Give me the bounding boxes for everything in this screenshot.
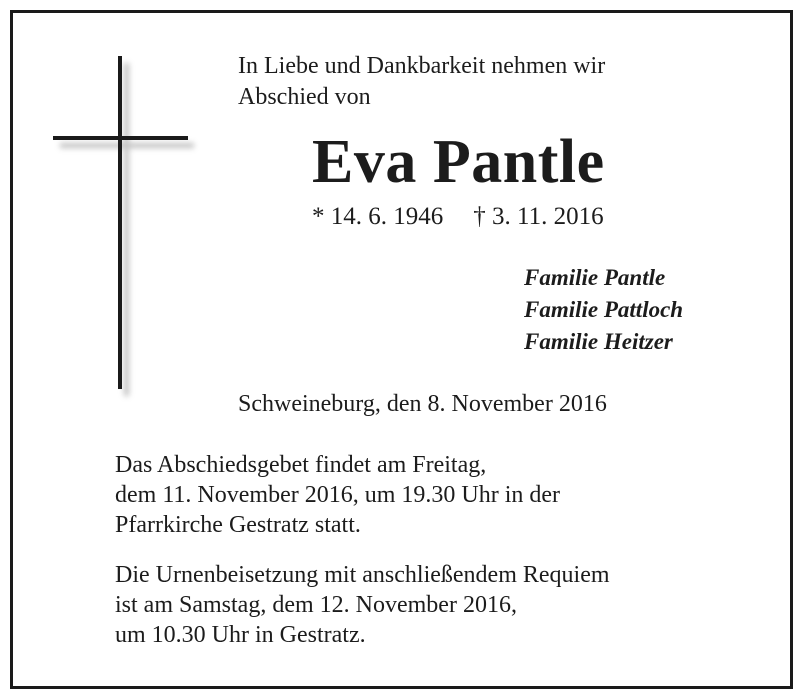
notice-line: ist am Samstag, dem 12. November 2016,	[115, 592, 517, 618]
notice-line: Die Urnenbeisetzung mit anschließendem Requiem	[115, 562, 610, 588]
notice-line: Das Abschiedsgebet findet am Freitag,	[115, 452, 487, 478]
intro-line: In Liebe und Dankbarkeit nehmen wir	[238, 53, 606, 79]
death-date: † 3. 11. 2016	[473, 203, 604, 230]
mourning-families	[524, 262, 683, 358]
prayer-notice	[115, 450, 560, 540]
life-dates	[312, 202, 604, 232]
deceased-name: Eva Pantle	[312, 128, 605, 196]
notice-line: dem 11. November 2016, um 19.30 Uhr in der	[115, 482, 561, 508]
birth-date: * 14. 6. 1946	[312, 203, 444, 230]
intro-text	[238, 51, 768, 113]
place-and-date: Schweineburg, den 8. November 2016	[238, 391, 607, 417]
notice-line: um 10.30 Uhr in Gestratz.	[115, 622, 366, 648]
notice-line: Pfarrkirche Gestratz statt.	[115, 512, 361, 538]
burial-notice	[115, 560, 610, 650]
family-name: Familie Heitzer	[524, 329, 673, 354]
family-name: Familie Pattloch	[524, 297, 684, 322]
intro-line: Abschied von	[238, 84, 371, 110]
family-name: Familie Pantle	[524, 265, 666, 290]
